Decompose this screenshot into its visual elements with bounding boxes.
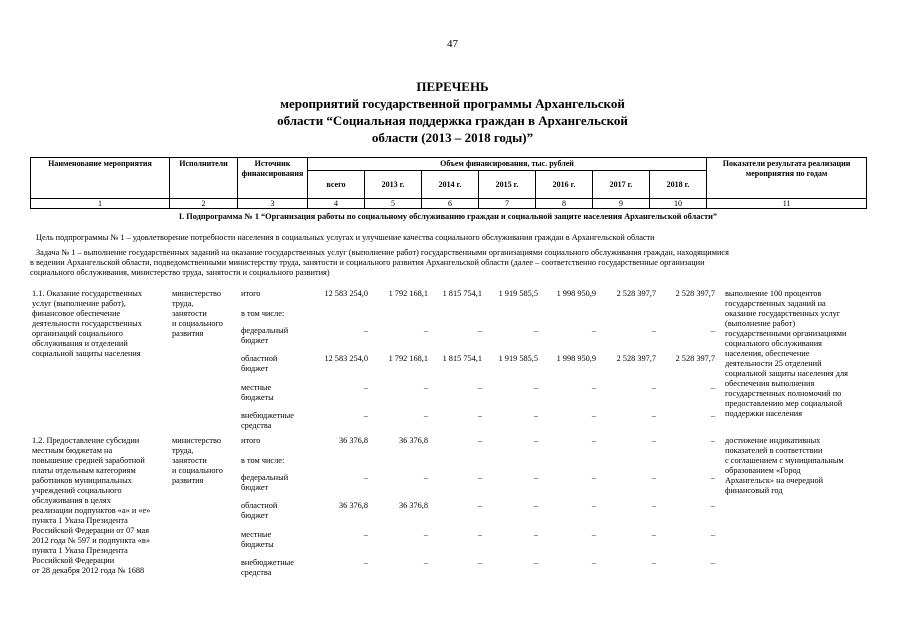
measure-name-line: 2012 года № 597 и подпункта «в» — [32, 536, 150, 545]
funding-value: 1 815 754,1 — [442, 354, 482, 363]
funding-value: – — [651, 501, 656, 510]
measure-name-line: платы отдельным категориям — [32, 466, 136, 475]
column-number: 3 — [238, 199, 308, 209]
funding-value: – — [710, 473, 715, 482]
indicator-line: с соглашением с муниципальным — [725, 456, 844, 465]
funding-value: – — [533, 436, 538, 445]
funding-value: – — [710, 530, 715, 539]
executor-line: министерство — [172, 436, 222, 445]
funding-value: – — [363, 411, 368, 420]
funding-value: – — [533, 558, 538, 567]
measure-name — [32, 436, 170, 576]
funding-value: – — [363, 383, 368, 392]
funding-value: – — [591, 530, 596, 539]
measure-name-line: учреждений социального — [32, 486, 122, 495]
funding-source-label: в том числе: — [241, 309, 285, 318]
measure-name-line: социальной защиты населения — [32, 349, 141, 358]
funding-value: – — [423, 411, 428, 420]
funding-value: 36 376,8 — [338, 436, 368, 445]
funding-value: 1 998 950,9 — [556, 289, 596, 298]
funding-value: – — [651, 436, 656, 445]
funding-value: 1 998 950,9 — [556, 354, 596, 363]
funding-value: 2 528 397,7 — [616, 289, 656, 298]
funding-source-label: внебюджетные средства — [241, 411, 294, 430]
measure-name-line: пункта 1 Указа Президента — [32, 516, 128, 525]
funding-value: 1 919 585,5 — [498, 354, 538, 363]
measure-indicator — [725, 436, 885, 496]
measure-name-line: Российской Федерации от 07 мая — [32, 526, 150, 535]
indicator-line: показателей в соответствии — [725, 446, 823, 455]
funding-value: – — [363, 530, 368, 539]
measure-name — [32, 289, 170, 359]
measure-name-line: обслуживания и отделений — [32, 339, 128, 348]
measure-name-line: деятельности государственных — [32, 319, 142, 328]
page-number: 47 — [447, 38, 458, 50]
funding-value: – — [477, 383, 482, 392]
title-line: области (2013 – 2018 годы)” — [371, 130, 534, 145]
column-number: 8 — [536, 199, 593, 209]
title-line: ПЕРЕЧЕНЬ — [416, 79, 489, 94]
measure-name-line: реализации подпунктов «а» и «е» — [32, 506, 151, 515]
funding-source-label: итого — [241, 289, 261, 298]
funding-value: – — [591, 326, 596, 335]
funding-value: – — [710, 436, 715, 445]
executor-line: труда, — [172, 299, 194, 308]
funding-value: – — [651, 411, 656, 420]
funding-value: – — [477, 501, 482, 510]
measure-name-line: Российской Федерации — [32, 556, 115, 565]
funding-value: – — [710, 326, 715, 335]
funding-source-label: федеральный бюджет — [241, 473, 289, 492]
funding-value: – — [423, 473, 428, 482]
funding-value: 36 376,8 — [398, 436, 428, 445]
indicator-line: финансовый год — [725, 486, 783, 495]
indicator-line: образованием «Город — [725, 466, 801, 475]
title-line: мероприятий государственной программы Архангельской — [280, 96, 625, 111]
funding-value: – — [591, 558, 596, 567]
funding-source-label: областной бюджет — [241, 354, 278, 373]
subprogram-goal: Цель подпрограммы № 1 – удовлетворение потребности населения в социальных услугах и улучшение качества социального обслуживания граждан в Архангельской области — [36, 233, 655, 242]
funding-value: – — [591, 411, 596, 420]
measure-name-line: местным бюджетам на — [32, 446, 113, 455]
funding-value: – — [533, 383, 538, 392]
funding-source-label: федеральный бюджет — [241, 326, 289, 345]
funding-value: – — [363, 326, 368, 335]
col-header-funding: Объем финансирования, тыс. рублей — [308, 158, 707, 171]
executor-line: развития — [172, 476, 204, 485]
column-number: 9 — [593, 199, 650, 209]
document-title — [0, 78, 905, 146]
executor-line: и социального — [172, 319, 223, 328]
measure-name-line: организаций социального — [32, 329, 123, 338]
executor-line: занятости — [172, 456, 207, 465]
funding-source-label: внебюджетные средства — [241, 558, 294, 577]
funding-value: – — [477, 411, 482, 420]
funding-value: 1 792 168,1 — [388, 354, 428, 363]
measure-indicator — [725, 289, 885, 419]
column-number: 10 — [650, 199, 707, 209]
funding-value: – — [651, 558, 656, 567]
funding-value: – — [651, 530, 656, 539]
funding-value: 2 528 397,7 — [616, 354, 656, 363]
funding-value: 1 919 585,5 — [498, 289, 538, 298]
indicator-line: достижение индикативных — [725, 436, 821, 445]
col-header-year: 2018 г. — [650, 171, 707, 199]
funding-value: – — [651, 326, 656, 335]
subprogram-title: I. Подпрограмма № 1 “Организация работы по социальному обслуживанию граждан и социальной защите населения Архангельской области” — [178, 212, 718, 221]
measure-executor — [172, 436, 238, 486]
funding-value: – — [533, 530, 538, 539]
indicator-line: государственных заданий на — [725, 299, 826, 308]
task-line: в ведении Архангельской области, подведомственными министерству труда, занятости и социального развития Архангельской области (далее – соответственно государственные организации — [30, 258, 705, 267]
funding-value: – — [423, 530, 428, 539]
funding-value: 36 376,8 — [398, 501, 428, 510]
executor-line: занятости — [172, 309, 207, 318]
indicator-line: населения, обеспечение — [725, 349, 810, 358]
col-header-year: 2015 г. — [479, 171, 536, 199]
funding-value: – — [363, 558, 368, 567]
indicator-line: (выполнение работ) — [725, 319, 796, 328]
measure-name-line: пункта 1 Указа Президента — [32, 546, 128, 555]
funding-value: – — [533, 326, 538, 335]
funding-value: – — [591, 501, 596, 510]
column-number: 1 — [31, 199, 170, 209]
measure-name-line: работников муниципальных — [32, 476, 132, 485]
funding-value: – — [477, 558, 482, 567]
col-header-year: 2016 г. — [536, 171, 593, 199]
measure-name-line: от 28 декабря 2012 года № 1688 — [32, 566, 145, 575]
funding-value: – — [591, 383, 596, 392]
funding-value: – — [423, 326, 428, 335]
funding-value: – — [423, 383, 428, 392]
funding-value: 1 815 754,1 — [442, 289, 482, 298]
executor-line: министерство — [172, 289, 222, 298]
indicator-line: социального обслуживания — [725, 339, 822, 348]
funding-value: 36 376,8 — [338, 501, 368, 510]
funding-value: – — [710, 411, 715, 420]
funding-value: – — [710, 558, 715, 567]
indicator-line: обеспечения выполнения — [725, 379, 815, 388]
measure-name-line: финансовое обеспечение — [32, 309, 121, 318]
funding-value: – — [533, 411, 538, 420]
funding-value: – — [477, 436, 482, 445]
funding-source-label: итого — [241, 436, 261, 445]
funding-value: – — [533, 501, 538, 510]
col-header-indicators: Показатели результата реализации мероприятия по годам — [707, 158, 867, 199]
measure-name-line: услуг (выполнение работ), — [32, 299, 126, 308]
funding-value: – — [591, 436, 596, 445]
indicator-line: государственными организациями — [725, 329, 847, 338]
funding-value: – — [533, 473, 538, 482]
funding-value: 12 583 254,0 — [324, 354, 368, 363]
funding-value: – — [363, 473, 368, 482]
indicator-line: государственных полномочий по — [725, 389, 842, 398]
col-header-source: Источник финансирования — [238, 158, 308, 199]
funding-source-label: местные бюджеты — [241, 383, 274, 402]
executor-line: развития — [172, 329, 204, 338]
measure-name-line: 1.2. Предоставление субсидии — [32, 436, 140, 445]
col-header-name: Наименование мероприятия — [31, 158, 170, 199]
measure-executor — [172, 289, 238, 339]
funding-value: – — [651, 473, 656, 482]
executor-line: труда, — [172, 446, 194, 455]
funding-value: – — [423, 558, 428, 567]
col-header-year: 2017 г. — [593, 171, 650, 199]
funding-value: 2 528 397,7 — [675, 289, 715, 298]
indicator-line: предоставлению мер социальной — [725, 399, 843, 408]
indicator-line: социальной защиты населения для — [725, 369, 848, 378]
funding-value: 12 583 254,0 — [324, 289, 368, 298]
column-number: 7 — [479, 199, 536, 209]
task-line: социального обслуживания, министерство труда, занятости и социального развития) — [30, 268, 330, 277]
funding-value: – — [591, 473, 596, 482]
indicator-line: оказание государственных услуг — [725, 309, 841, 318]
col-header-total: всего — [308, 171, 365, 199]
funding-value: 1 792 168,1 — [388, 289, 428, 298]
indicator-line: поддержки населения — [725, 409, 803, 418]
title-line: области “Социальная поддержка граждан в Архангельской — [277, 113, 628, 128]
measure-name-line: повышение средней заработной — [32, 456, 145, 465]
funding-value: – — [651, 383, 656, 392]
measure-name-line: 1.1. Оказание государственных — [32, 289, 142, 298]
column-number: 5 — [365, 199, 422, 209]
subprogram-task — [30, 248, 862, 278]
funding-value: – — [477, 326, 482, 335]
funding-value: – — [710, 383, 715, 392]
col-header-year: 2014 г. — [422, 171, 479, 199]
funding-source-label: местные бюджеты — [241, 530, 274, 549]
col-header-year: 2013 г. — [365, 171, 422, 199]
column-number: 6 — [422, 199, 479, 209]
funding-value: 2 528 397,7 — [675, 354, 715, 363]
column-number: 2 — [170, 199, 238, 209]
funding-source-label: областной бюджет — [241, 501, 278, 520]
funding-value: – — [477, 530, 482, 539]
funding-value: – — [710, 501, 715, 510]
measure-name-line: обслуживания в целях — [32, 496, 111, 505]
table-header — [30, 157, 867, 209]
indicator-line: выполнение 100 процентов — [725, 289, 822, 298]
indicator-line: деятельности 25 отделений — [725, 359, 822, 368]
column-number: 4 — [308, 199, 365, 209]
indicator-line: Архангельск» на очередной — [725, 476, 824, 485]
column-number: 11 — [707, 199, 867, 209]
col-header-executors: Исполнители — [170, 158, 238, 199]
funding-source-label: в том числе: — [241, 456, 285, 465]
funding-value: – — [477, 473, 482, 482]
executor-line: и социального — [172, 466, 223, 475]
task-line: Задача № 1 – выполнение государственных заданий на оказание государственных услуг (выполнение работ) государственными организациями социального обслуживания граждан, находящимися — [36, 248, 729, 257]
